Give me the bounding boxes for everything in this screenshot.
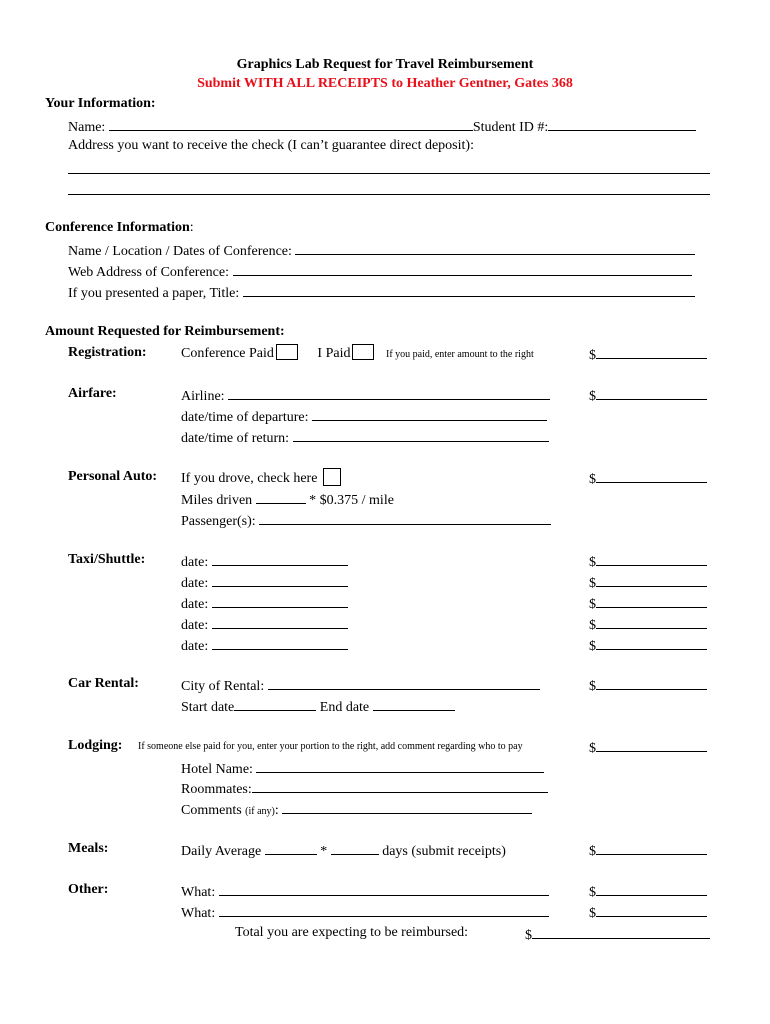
what-field[interactable] [219,903,549,917]
return-label: date/time of return: [181,431,290,446]
conference-heading: Conference Information: [45,220,194,235]
end-date-label: End date [319,700,370,715]
comments-row: Comments (if any): [181,800,532,820]
conference-web-label: Web Address of Conference: [68,265,229,280]
auto-amount-field[interactable] [596,469,707,483]
what-label: What: [181,885,216,900]
taxi-date-field[interactable] [212,573,348,587]
conference-paid-checkbox[interactable] [276,344,298,360]
airfare-amount: $ [589,386,707,405]
taxi-date-label: date: [181,597,209,612]
hotel-label: Hotel Name: [181,762,253,777]
daily-average-field[interactable] [265,841,317,855]
airline-field[interactable] [228,386,550,400]
taxi-amount-field[interactable] [596,636,707,650]
roommates-field[interactable] [252,779,548,793]
airfare-amount-field[interactable] [596,386,707,400]
days-field[interactable] [331,841,379,855]
taxi-date-label: date: [181,639,209,654]
address-line-1[interactable] [68,173,710,174]
taxi-date-row [181,552,348,571]
taxi-amount: $ [589,552,707,571]
meals-amount: $ [589,841,707,860]
name-label: Name: [68,120,106,135]
return-field[interactable] [293,428,549,442]
name-field[interactable] [109,117,473,131]
taxi-date-field[interactable] [212,615,348,629]
airfare-label: Airfare: [68,386,117,401]
taxi-date-field[interactable] [212,552,348,566]
other-what-row [181,903,549,922]
student-id-label: Student ID #: [472,120,549,135]
end-date-field[interactable] [373,697,455,711]
taxi-amount: $ [589,615,707,634]
total-amount-field[interactable] [532,925,710,939]
miles-row [181,490,394,509]
conference-web-row [68,262,692,281]
taxi-date-row [181,573,348,592]
city-row [181,676,540,695]
taxi-date-row [181,594,348,613]
form-subtitle: Submit WITH ALL RECEIPTS to Heather Gentner, Gates 368 [197,76,573,91]
passengers-row [181,511,551,530]
departure-field[interactable] [312,407,547,421]
days-label: days (submit receipts) [382,844,506,859]
what-field[interactable] [219,882,549,896]
other-what-row [181,882,549,901]
meals-multiply: * [320,844,328,859]
registration-note: If you paid, enter amount to the right [385,349,534,360]
other-amount: $ [589,903,707,922]
comments-if-any: (if any) [245,806,275,817]
taxi-amount-field[interactable] [596,594,707,608]
total-label: Total you are expecting to be reimbursed: [235,925,469,940]
registration-options [181,344,534,363]
drove-row [181,468,341,487]
comments-field[interactable] [282,800,532,814]
conference-name-field[interactable] [295,241,695,255]
what-label: What: [181,906,216,921]
return-row [181,428,549,447]
student-id-field[interactable] [548,117,696,131]
rental-dates-row [181,697,455,716]
i-paid-checkbox[interactable] [352,344,374,360]
i-paid-label: I Paid [317,346,351,361]
other-amount-field[interactable] [596,882,707,896]
hotel-field[interactable] [256,759,544,773]
city-field[interactable] [268,676,540,690]
taxi-date-label: date: [181,576,209,591]
registration-amount: $ [589,345,707,364]
city-label: City of Rental: [181,679,265,694]
taxi-amount-field[interactable] [596,615,707,629]
drove-label: If you drove, check here [181,471,318,486]
your-info-heading: Your Information: [45,96,156,111]
daily-average-label: Daily Average [181,844,262,859]
miles-field[interactable] [256,490,306,504]
taxi-amount: $ [589,636,707,655]
departure-row [181,407,547,426]
taxi-date-field[interactable] [212,636,348,650]
address-label: Address you want to receive the check (I can’t guarantee direct deposit): [68,138,474,153]
drove-checkbox[interactable] [323,468,341,486]
conference-name-label: Name / Location / Dates of Conference: [68,244,292,259]
lodging-note: If someone else paid for you, enter your portion to the right, add comment regarding who to pay [138,741,523,752]
other-label: Other: [68,882,109,897]
taxi-amount-field[interactable] [596,573,707,587]
lodging-label: Lodging: [68,738,123,753]
other-amount: $ [589,882,707,901]
airline-label: Airline: [181,389,225,404]
taxi-date-field[interactable] [212,594,348,608]
paper-title-row [68,283,695,302]
car-rental-amount: $ [589,676,707,695]
hotel-row [181,759,544,778]
passengers-field[interactable] [259,511,551,525]
conference-web-field[interactable] [233,262,692,276]
conference-paid-label: Conference Paid [181,346,274,361]
roommates-row [181,779,548,798]
amount-heading: Amount Requested for Reimbursement: [45,324,285,339]
car-rental-amount-field[interactable] [596,676,707,690]
taxi-date-row [181,615,348,634]
meals-row [181,841,506,860]
mileage-rate: * $0.375 / mile [309,493,394,508]
start-date-label: Start date [181,700,235,715]
departure-label: date/time of departure: [181,410,309,425]
meals-label: Meals: [68,841,109,856]
personal-auto-label: Personal Auto: [68,469,158,484]
car-rental-label: Car Rental: [68,676,139,691]
paper-title-label: If you presented a paper, Title: [68,286,240,301]
registration-label: Registration: [68,345,147,360]
miles-label: Miles driven [181,493,253,508]
total-amount: $ [525,925,710,944]
taxi-date-label: date: [181,618,209,633]
taxi-amount: $ [589,594,707,613]
taxi-amount-field[interactable] [596,552,707,566]
address-line-2[interactable] [68,194,710,195]
conference-name-row [68,241,695,260]
other-amount-field[interactable] [596,903,707,917]
form-title: Graphics Lab Request for Travel Reimbursement [236,57,534,72]
auto-amount: $ [589,469,707,488]
passengers-label: Passenger(s): [181,514,256,529]
meals-amount-field[interactable] [596,841,707,855]
comments-label: Comments [181,803,242,818]
lodging-amount: $ [589,738,707,757]
taxi-label: Taxi/Shuttle: [68,552,146,567]
airline-row [181,386,550,405]
name-row [68,117,696,136]
taxi-amount: $ [589,573,707,592]
start-date-field[interactable] [234,697,316,711]
paper-title-field[interactable] [243,283,695,297]
lodging-amount-field[interactable] [596,738,707,752]
taxi-date-label: date: [181,555,209,570]
taxi-date-row [181,636,348,655]
roommates-label: Roommates: [181,782,252,797]
registration-amount-field[interactable] [596,345,707,359]
